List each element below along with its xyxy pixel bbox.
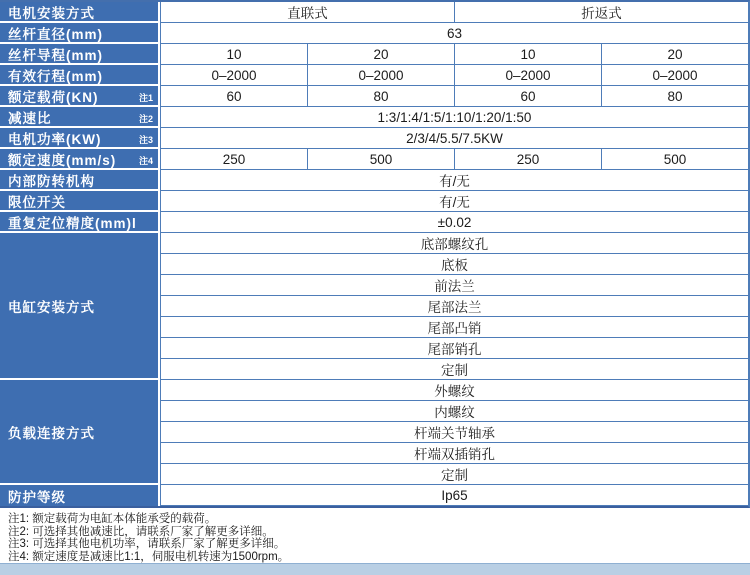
cell-mounting-option-3: 前法兰 bbox=[160, 275, 748, 296]
cell-rated-speed-3: 250 bbox=[454, 149, 601, 170]
cell-mounting-option-4: 尾部法兰 bbox=[160, 296, 748, 317]
cell-limit-switch: 有/无 bbox=[160, 191, 748, 212]
header-direct-coupled: 直联式 bbox=[160, 2, 454, 23]
cell-rated-load-3: 60 bbox=[454, 86, 601, 107]
row-label-text: 丝杆导程(mm) bbox=[8, 47, 103, 63]
cell-connection-option-5: 定制 bbox=[160, 464, 748, 485]
row-label-rated-load bbox=[0, 86, 160, 107]
row-label-motor-mounting bbox=[0, 2, 160, 23]
footnote-ref-3: 注3 bbox=[138, 135, 153, 145]
cell-mounting-option-1: 底部螺纹孔 bbox=[160, 233, 748, 254]
row-label-motor-power bbox=[0, 128, 160, 149]
footnote-2: 注2: 可选择其他减速比，请联系厂家了解更多详细。 bbox=[8, 525, 274, 538]
cell-screw-lead-3: 10 bbox=[454, 44, 601, 65]
cell-mounting-option-6: 尾部销孔 bbox=[160, 338, 748, 359]
cell-rated-load-4: 80 bbox=[601, 86, 748, 107]
row-label-text: 丝杆直径(mm) bbox=[8, 26, 103, 42]
footnote-ref-1: 注1 bbox=[138, 93, 153, 103]
row-label-text: 重复定位精度(mm)l bbox=[8, 215, 137, 231]
cell-mounting-option-2: 底板 bbox=[160, 254, 748, 275]
footnote-1: 注1: 额定载荷为电缸本体能承受的载荷。 bbox=[8, 513, 217, 525]
footnotes bbox=[0, 508, 750, 563]
cell-stroke-2: 0–2000 bbox=[307, 65, 454, 86]
cell-connection-option-3: 杆端关节轴承 bbox=[160, 422, 748, 443]
row-label-text: 限位开关 bbox=[8, 194, 66, 210]
cell-rated-speed-4: 500 bbox=[601, 149, 748, 170]
cell-rated-load-2: 80 bbox=[307, 86, 454, 107]
bottom-decorative-strip bbox=[0, 563, 750, 575]
cell-connection-option-1: 外螺纹 bbox=[160, 380, 748, 401]
cell-connection-option-2: 内螺纹 bbox=[160, 401, 748, 422]
cell-stroke-4: 0–2000 bbox=[601, 65, 748, 86]
cell-reduction-ratio: 1:3/1:4/1:5/1:10/1:20/1:50 bbox=[160, 107, 748, 128]
footnote-4: 注4: 额定速度是减速比1:1，伺服电机转速为1500rpm。 bbox=[8, 550, 290, 563]
footnote-ref-4: 注4 bbox=[138, 156, 153, 166]
cell-screw-lead-1: 10 bbox=[160, 44, 307, 65]
cell-repeat-accuracy: ±0.02 bbox=[160, 212, 748, 233]
cell-stroke-1: 0–2000 bbox=[160, 65, 307, 86]
row-label-text: 有效行程(mm) bbox=[8, 68, 103, 84]
row-label-screw-diameter bbox=[0, 23, 160, 44]
row-label-protection-rating bbox=[0, 485, 160, 506]
cell-screw-lead-4: 20 bbox=[601, 44, 748, 65]
row-label-text: 减速比 bbox=[8, 110, 52, 126]
cell-stroke-3: 0–2000 bbox=[454, 65, 601, 86]
row-label-rated-speed bbox=[0, 149, 160, 170]
row-label-reduction-ratio bbox=[0, 107, 160, 128]
footnote-3: 注3: 可选择其他电机功率，请联系厂家了解更多详细。 bbox=[8, 538, 286, 550]
row-label-text: 额定速度(mm/s) bbox=[8, 152, 117, 168]
row-label-load-connection bbox=[0, 380, 160, 485]
row-label-limit-switch bbox=[0, 191, 160, 212]
row-label-text: 防护等级 bbox=[8, 489, 66, 505]
row-label-cylinder-mounting bbox=[0, 233, 160, 380]
cell-connection-option-4: 杆端双插销孔 bbox=[160, 443, 748, 464]
row-label-effective-stroke bbox=[0, 65, 160, 86]
row-label-text: 电缸安装方式 bbox=[8, 299, 95, 315]
cell-mounting-option-5: 尾部凸销 bbox=[160, 317, 748, 338]
footnote-ref-2: 注2 bbox=[138, 114, 153, 124]
row-label-anti-rotation bbox=[0, 170, 160, 191]
row-label-repeat-accuracy bbox=[0, 212, 160, 233]
row-label-text: 电机安装方式 bbox=[8, 5, 95, 21]
row-label-text: 电机功率(KW) bbox=[8, 131, 102, 147]
row-label-text: 额定载荷(KN) bbox=[8, 89, 99, 105]
cell-motor-power: 2/3/4/5.5/7.5KW bbox=[160, 128, 748, 149]
cell-anti-rotation: 有/无 bbox=[160, 170, 748, 191]
cell-screw-diameter: 63 bbox=[160, 23, 748, 44]
header-foldback: 折返式 bbox=[454, 2, 748, 23]
cell-rated-speed-1: 250 bbox=[160, 149, 307, 170]
row-label-screw-lead bbox=[0, 44, 160, 65]
cell-rated-load-1: 60 bbox=[160, 86, 307, 107]
row-label-text: 内部防转机构 bbox=[8, 173, 95, 189]
cell-screw-lead-2: 20 bbox=[307, 44, 454, 65]
cell-protection-rating: Ip65 bbox=[160, 485, 748, 506]
row-label-text: 负载连接方式 bbox=[8, 425, 95, 441]
cell-mounting-option-7: 定制 bbox=[160, 359, 748, 380]
cell-rated-speed-2: 500 bbox=[307, 149, 454, 170]
